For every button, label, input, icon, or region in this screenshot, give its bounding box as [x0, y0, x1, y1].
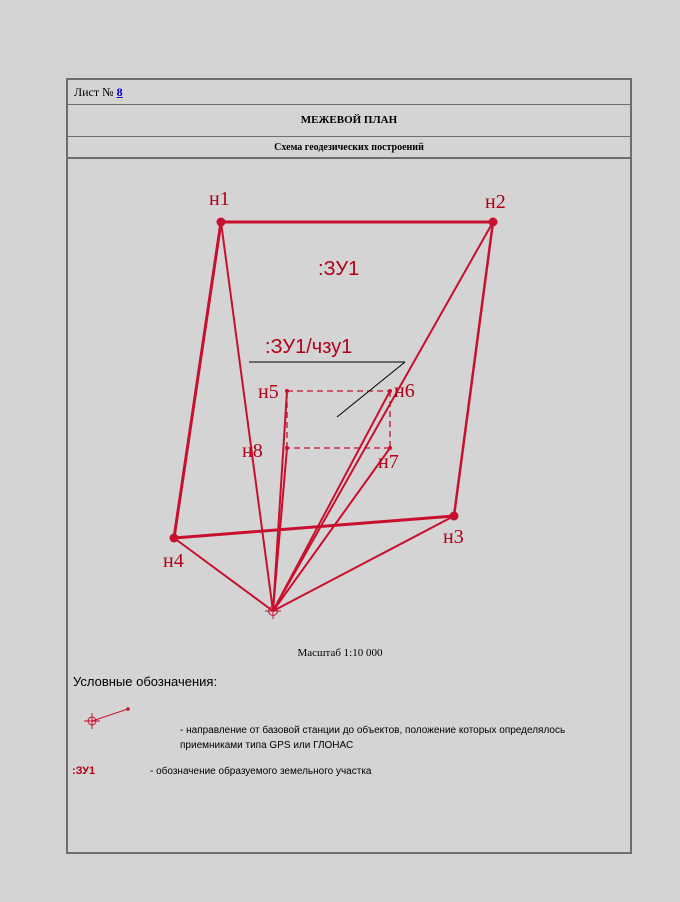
point-n8	[285, 446, 289, 450]
legend-item-plot-text: - обозначение образуемого земельного участка	[150, 766, 372, 777]
ray-to-n1	[221, 222, 273, 611]
label-n2: н2	[485, 191, 506, 213]
label-n3: н3	[443, 526, 464, 548]
label-n4: н4	[163, 550, 184, 572]
point-n1	[217, 218, 226, 227]
legend-item-plot-code: :ЗУ1	[72, 765, 96, 777]
scale-text: Масштаб 1:10 000	[297, 647, 383, 659]
label-n5: н5	[258, 381, 279, 403]
plot-label: :ЗУ1	[318, 258, 360, 280]
label-n7: н7	[378, 451, 399, 473]
ray-to-n6	[273, 391, 390, 611]
sheet-label-text: Лист №	[74, 85, 114, 99]
page-title: МЕЖЕВОЙ ПЛАН	[300, 114, 398, 126]
boundary-n2-n3	[454, 222, 493, 516]
point-n2	[489, 218, 498, 227]
ray-to-n4	[174, 538, 273, 611]
gps-rays	[174, 222, 493, 611]
gps-station-direction-icon	[84, 707, 130, 729]
label-n8: н8	[242, 440, 263, 462]
label-n6: н6	[394, 380, 415, 402]
point-n5	[285, 389, 289, 393]
point-n6	[388, 389, 392, 393]
part-label: :ЗУ1/чзу1	[265, 336, 353, 358]
boundary-n4-n1	[174, 222, 221, 538]
label-n1: н1	[209, 188, 230, 210]
page-subtitle: Схема геодезических построений	[274, 142, 424, 153]
point-n3	[450, 512, 459, 521]
point-n7	[388, 446, 392, 450]
sheet-number-link[interactable]: 8	[116, 85, 123, 99]
legend-item-gps-text: - направление от базовой станции до объектов, положение которых определялось приемниками типа GPS или ГЛОНАС	[180, 725, 566, 751]
legend-heading: Условные обозначения:	[73, 674, 218, 689]
point-n4	[170, 534, 179, 543]
base-station-icon	[265, 603, 281, 619]
